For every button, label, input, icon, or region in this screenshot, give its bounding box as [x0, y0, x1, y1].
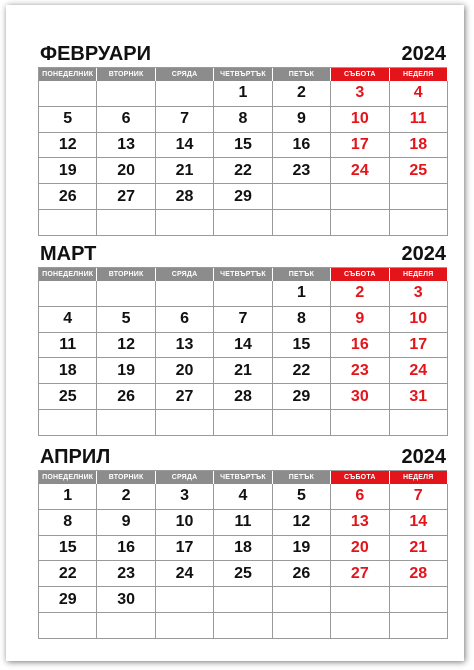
day-cell: 4 — [39, 307, 97, 333]
day-cell: 18 — [39, 358, 97, 384]
month-header — [38, 242, 447, 267]
day-cell: 20 — [156, 358, 214, 384]
day-cell: 8 — [273, 307, 331, 333]
month-grid — [38, 67, 447, 236]
day-cell — [39, 210, 97, 236]
day-cell: 25 — [39, 384, 97, 410]
weekday-header: НЕДЕЛЯ — [390, 68, 448, 81]
day-cell — [390, 210, 448, 236]
day-cell: 18 — [214, 536, 272, 562]
day-cell — [331, 184, 389, 210]
calendar-page — [6, 5, 464, 661]
day-cell — [156, 210, 214, 236]
day-cell — [273, 613, 331, 639]
day-cell: 13 — [156, 333, 214, 359]
month-grid — [38, 267, 447, 436]
day-cell: 16 — [97, 536, 155, 562]
day-cell: 16 — [273, 133, 331, 159]
day-cell — [39, 81, 97, 107]
weekday-header: ВТОРНИК — [97, 471, 155, 484]
month-april — [38, 445, 447, 639]
day-cell: 21 — [214, 358, 272, 384]
day-cell: 1 — [39, 484, 97, 510]
day-cell: 17 — [390, 333, 448, 359]
weekday-header: СЪБОТА — [331, 68, 389, 81]
day-cell — [156, 81, 214, 107]
day-cell: 14 — [390, 510, 448, 536]
day-cell: 13 — [331, 510, 389, 536]
day-cell — [273, 184, 331, 210]
day-cell — [331, 587, 389, 613]
day-cell: 11 — [39, 333, 97, 359]
day-cell: 28 — [390, 561, 448, 587]
day-cell: 8 — [214, 107, 272, 133]
day-cell: 4 — [390, 81, 448, 107]
month-year: 2024 — [401, 243, 446, 265]
day-cell: 22 — [214, 158, 272, 184]
day-cell — [156, 587, 214, 613]
day-cell: 28 — [214, 384, 272, 410]
weekday-header: ПЕТЪК — [273, 471, 331, 484]
day-cell: 3 — [390, 281, 448, 307]
day-cell — [97, 613, 155, 639]
day-cell: 17 — [156, 536, 214, 562]
day-cell — [156, 281, 214, 307]
weekday-header: СРЯДА — [156, 268, 214, 281]
day-cell: 28 — [156, 184, 214, 210]
day-cell: 7 — [156, 107, 214, 133]
month-header — [38, 445, 447, 470]
weekday-header: ЧЕТВЪРТЪК — [214, 471, 272, 484]
day-cell: 9 — [331, 307, 389, 333]
day-cell: 24 — [156, 561, 214, 587]
day-cell: 2 — [331, 281, 389, 307]
day-cell: 15 — [214, 133, 272, 159]
weekday-header: ПЕТЪК — [273, 68, 331, 81]
day-cell: 26 — [39, 184, 97, 210]
weekday-header: НЕДЕЛЯ — [390, 471, 448, 484]
weekday-header: ВТОРНИК — [97, 68, 155, 81]
day-cell: 21 — [390, 536, 448, 562]
day-cell — [214, 613, 272, 639]
month-february — [38, 42, 447, 236]
weekday-header: ПОНЕДЕЛНИК — [39, 268, 97, 281]
day-cell: 26 — [273, 561, 331, 587]
day-cell — [97, 410, 155, 436]
day-cell — [273, 210, 331, 236]
day-cell — [331, 210, 389, 236]
day-cell — [390, 184, 448, 210]
day-cell: 26 — [97, 384, 155, 410]
day-cell: 29 — [273, 384, 331, 410]
day-cell: 30 — [97, 587, 155, 613]
day-cell: 2 — [97, 484, 155, 510]
day-cell: 9 — [273, 107, 331, 133]
day-cell: 15 — [273, 333, 331, 359]
day-cell: 6 — [331, 484, 389, 510]
day-cell: 19 — [97, 358, 155, 384]
day-cell: 23 — [273, 158, 331, 184]
day-cell: 5 — [39, 107, 97, 133]
day-cell — [390, 587, 448, 613]
day-cell — [214, 281, 272, 307]
day-cell: 4 — [214, 484, 272, 510]
day-cell — [214, 410, 272, 436]
day-cell: 1 — [214, 81, 272, 107]
weekday-header: НЕДЕЛЯ — [390, 268, 448, 281]
day-cell: 15 — [39, 536, 97, 562]
day-cell — [331, 613, 389, 639]
day-cell: 17 — [331, 133, 389, 159]
weekday-header: СРЯДА — [156, 68, 214, 81]
day-cell: 10 — [390, 307, 448, 333]
day-cell: 27 — [156, 384, 214, 410]
day-cell: 14 — [214, 333, 272, 359]
day-cell: 5 — [273, 484, 331, 510]
day-cell: 16 — [331, 333, 389, 359]
day-cell: 11 — [214, 510, 272, 536]
day-cell: 14 — [156, 133, 214, 159]
day-cell: 25 — [214, 561, 272, 587]
day-cell: 7 — [214, 307, 272, 333]
day-cell: 18 — [390, 133, 448, 159]
day-cell: 27 — [97, 184, 155, 210]
day-cell — [97, 210, 155, 236]
month-year: 2024 — [401, 446, 446, 468]
weekday-header: ПЕТЪК — [273, 268, 331, 281]
day-cell — [390, 410, 448, 436]
day-cell — [331, 410, 389, 436]
day-cell — [273, 410, 331, 436]
day-cell: 29 — [214, 184, 272, 210]
day-cell: 20 — [331, 536, 389, 562]
day-cell: 21 — [156, 158, 214, 184]
day-cell — [39, 613, 97, 639]
day-cell: 31 — [390, 384, 448, 410]
day-cell: 23 — [331, 358, 389, 384]
day-cell: 22 — [273, 358, 331, 384]
day-cell: 8 — [39, 510, 97, 536]
day-cell: 2 — [273, 81, 331, 107]
day-cell: 11 — [390, 107, 448, 133]
day-cell: 12 — [39, 133, 97, 159]
weekday-header: СЪБОТА — [331, 471, 389, 484]
day-cell: 22 — [39, 561, 97, 587]
day-cell: 9 — [97, 510, 155, 536]
day-cell: 10 — [156, 510, 214, 536]
month-year: 2024 — [401, 43, 446, 65]
weekday-header: СЪБОТА — [331, 268, 389, 281]
day-cell: 24 — [390, 358, 448, 384]
month-header — [38, 42, 447, 67]
day-cell: 12 — [273, 510, 331, 536]
weekday-header: ЧЕТВЪРТЪК — [214, 68, 272, 81]
day-cell — [156, 410, 214, 436]
day-cell: 12 — [97, 333, 155, 359]
day-cell: 27 — [331, 561, 389, 587]
day-cell: 1 — [273, 281, 331, 307]
day-cell: 20 — [97, 158, 155, 184]
weekday-header: ЧЕТВЪРТЪК — [214, 268, 272, 281]
weekday-header: СРЯДА — [156, 471, 214, 484]
weekday-header: ВТОРНИК — [97, 268, 155, 281]
month-name: ФЕВРУАРИ — [40, 43, 152, 65]
weekday-header: ПОНЕДЕЛНИК — [39, 471, 97, 484]
day-cell: 30 — [331, 384, 389, 410]
day-cell — [97, 281, 155, 307]
day-cell: 19 — [273, 536, 331, 562]
day-cell: 6 — [156, 307, 214, 333]
day-cell — [39, 410, 97, 436]
day-cell: 23 — [97, 561, 155, 587]
day-cell: 3 — [156, 484, 214, 510]
day-cell — [39, 281, 97, 307]
month-name: МАРТ — [40, 243, 97, 265]
day-cell: 13 — [97, 133, 155, 159]
day-cell: 3 — [331, 81, 389, 107]
month-name: АПРИЛ — [40, 446, 111, 468]
day-cell: 19 — [39, 158, 97, 184]
weekday-header: ПОНЕДЕЛНИК — [39, 68, 97, 81]
month-grid — [38, 470, 447, 639]
day-cell: 6 — [97, 107, 155, 133]
day-cell — [214, 210, 272, 236]
month-march — [38, 242, 447, 436]
day-cell: 24 — [331, 158, 389, 184]
day-cell — [214, 587, 272, 613]
day-cell: 29 — [39, 587, 97, 613]
day-cell: 7 — [390, 484, 448, 510]
day-cell — [273, 587, 331, 613]
day-cell: 5 — [97, 307, 155, 333]
day-cell — [390, 613, 448, 639]
day-cell — [97, 81, 155, 107]
day-cell: 25 — [390, 158, 448, 184]
day-cell: 10 — [331, 107, 389, 133]
day-cell — [156, 613, 214, 639]
